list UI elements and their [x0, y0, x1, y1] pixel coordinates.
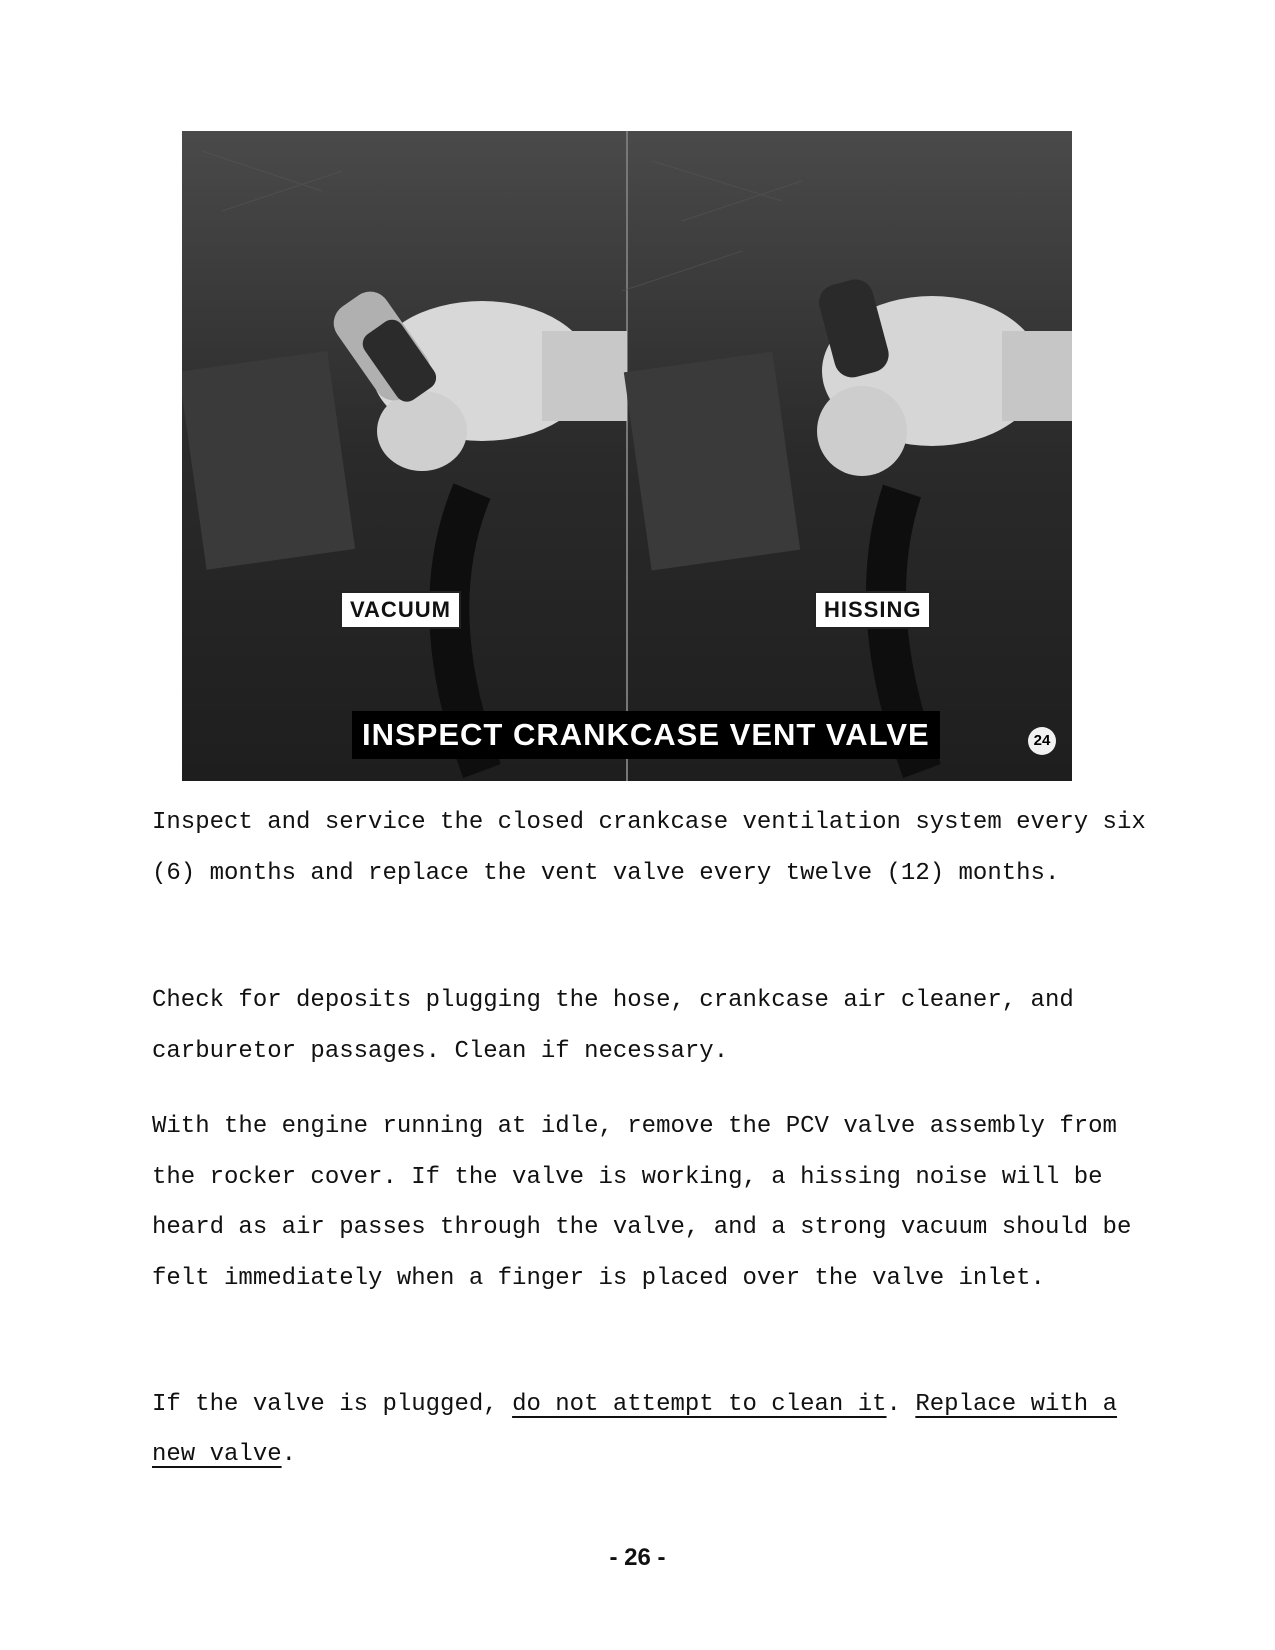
hissing-callout: HISSING — [814, 591, 931, 629]
paragraph-valve-test: With the engine running at idle, remove the PCV valve assembly from the rocker cover. If the valve is working, a hissing noise will be heard as air passes through the valve, and a strong vacuum should be felt immediately when a finger is placed over the valve inlet. — [152, 1113, 1132, 1292]
vacuum-callout: VACUUM — [340, 591, 461, 629]
figure-number-badge: 24 — [1028, 727, 1056, 755]
page-number: - 26 - — [609, 1544, 666, 1571]
crankcase-vent-valve-photo — [182, 131, 1072, 781]
paragraph-check-deposits: Check for deposits plugging the hose, crankcase air cleaner, and carburetor passages. Clean if necessary. — [152, 987, 1074, 1065]
p4-end-period: . — [281, 1441, 297, 1468]
paragraph-replace-valve — [152, 1380, 1152, 1480]
underlined-do-not-clean: do not attempt to clean it — [512, 1391, 887, 1418]
figure-caption-banner: INSPECT CRANKCASE VENT VALVE — [352, 711, 940, 759]
p4-lead-text: If the valve is plugged, — [152, 1391, 513, 1418]
paragraph-service-interval: Inspect and service the closed crankcase ventilation system every six (6) months and replace the vent valve every twelve (12) months. — [152, 809, 1146, 887]
underlined-replace-valve: Replace with a new valve — [152, 1391, 1117, 1468]
p4-separator: . — [886, 1391, 916, 1418]
photo-illustration — [182, 131, 1072, 781]
